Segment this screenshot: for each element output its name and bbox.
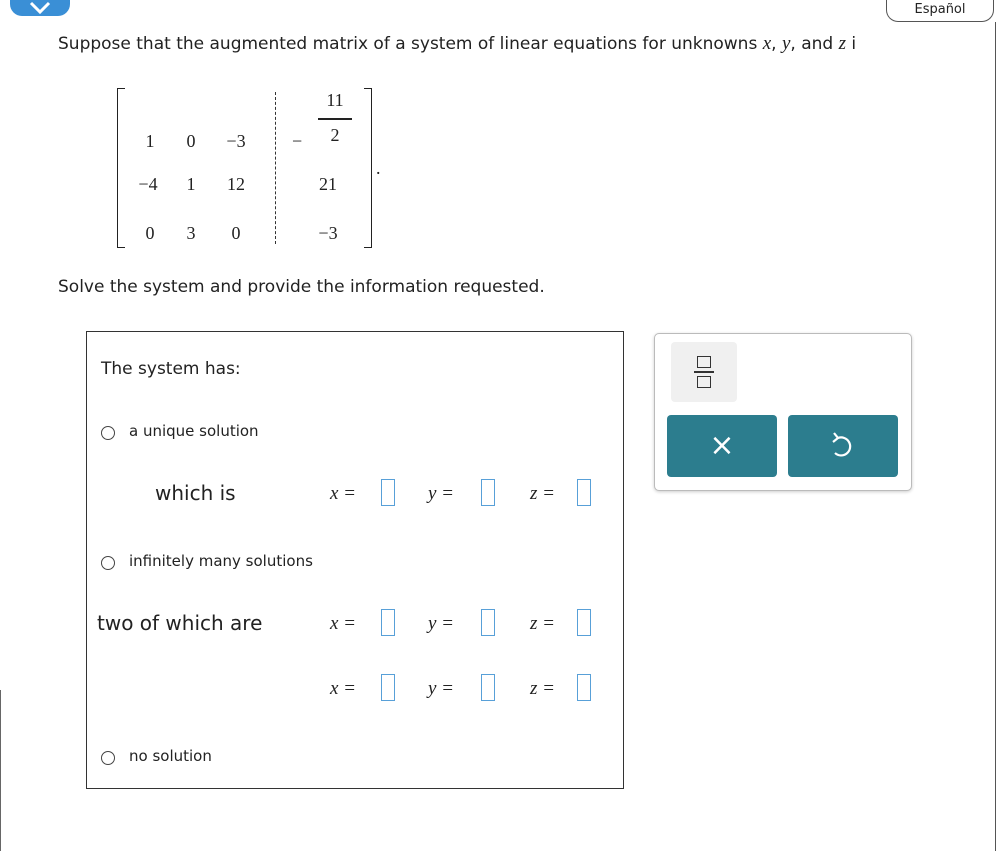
panel-heading: The system has:	[101, 359, 241, 379]
matrix-r1c2: 0	[186, 131, 196, 151]
infinite1-y-label: y =	[428, 613, 455, 634]
label-two-of-which-are: two of which are	[97, 611, 263, 635]
matrix-r1-aug-numerator: 11	[326, 90, 344, 110]
collapse-chevron-button[interactable]	[10, 0, 70, 16]
matrix-r1-aug-sign: −	[292, 131, 303, 151]
var-x: x	[762, 33, 772, 54]
prompt-trail: i	[846, 34, 857, 54]
matrix-r1c3: −3	[226, 131, 246, 151]
unique-y-label: y =	[428, 483, 455, 504]
infinite1-x-label: x =	[330, 613, 357, 634]
matrix-r1-aug-denominator: 2	[330, 125, 340, 145]
matrix-r2c1: −4	[138, 174, 158, 194]
chevron-down-icon	[28, 1, 52, 15]
matrix-r1c1: 1	[145, 131, 155, 151]
infinite1-z-label: z =	[530, 613, 555, 634]
undo-button[interactable]	[788, 415, 898, 477]
matrix-r3-aug: −3	[318, 223, 338, 243]
infinite2-z-label: z =	[530, 678, 555, 699]
infinite1-z-input[interactable]	[577, 609, 591, 636]
matrix-r2c2: 1	[186, 174, 196, 194]
matrix-r3c1: 0	[145, 223, 155, 243]
label-unique-solution: a unique solution	[129, 422, 259, 440]
infinite2-z-input[interactable]	[577, 674, 591, 701]
label-no-solution: no solution	[129, 747, 212, 765]
unique-y-input[interactable]	[481, 479, 495, 506]
prompt-sep1: ,	[771, 34, 782, 54]
matrix-r2-aug: 21	[319, 174, 337, 194]
infinite2-y-input[interactable]	[481, 674, 495, 701]
unique-z-input[interactable]	[577, 479, 591, 506]
var-z: z	[838, 33, 847, 54]
infinite2-x-label: x =	[330, 678, 357, 699]
matrix-right-bracket	[364, 88, 372, 248]
radio-no-solution[interactable]	[101, 751, 115, 765]
unique-x-input[interactable]	[381, 479, 395, 506]
var-y: y	[781, 33, 791, 54]
matrix-r1-fraction-bar	[318, 118, 352, 120]
matrix-left-bracket	[117, 88, 125, 248]
question-prompt	[58, 33, 856, 55]
infinite2-x-input[interactable]	[381, 674, 395, 701]
matrix-r2c3: 12	[227, 174, 245, 194]
instruction-text: Solve the system and provide the information requested.	[58, 277, 545, 297]
clear-icon: ×	[709, 428, 735, 463]
label-infinitely-many: infinitely many solutions	[129, 552, 313, 570]
prompt-sep2: , and	[790, 34, 839, 54]
matrix-period: .	[376, 158, 381, 178]
matrix-r3c2: 3	[186, 223, 196, 243]
matrix-r3c3: 0	[231, 223, 241, 243]
infinite1-y-input[interactable]	[481, 609, 495, 636]
clear-button[interactable]	[667, 415, 777, 477]
infinite2-y-label: y =	[428, 678, 455, 699]
right-divider	[995, 22, 996, 851]
language-toggle-button[interactable]: Español	[886, 0, 994, 22]
radio-infinitely-many[interactable]	[101, 556, 115, 570]
unique-x-label: x =	[330, 483, 357, 504]
fraction-button[interactable]	[671, 342, 737, 402]
radio-unique-solution[interactable]	[101, 426, 115, 440]
prompt-intro: Suppose that the augmented matrix of a system of linear equations for unknowns	[58, 34, 763, 54]
label-which-is: which is	[155, 481, 236, 505]
unique-z-label: z =	[530, 483, 555, 504]
undo-icon	[788, 415, 898, 477]
matrix-augment-divider	[275, 92, 276, 244]
infinite1-x-input[interactable]	[381, 609, 395, 636]
left-divider	[0, 690, 1, 851]
